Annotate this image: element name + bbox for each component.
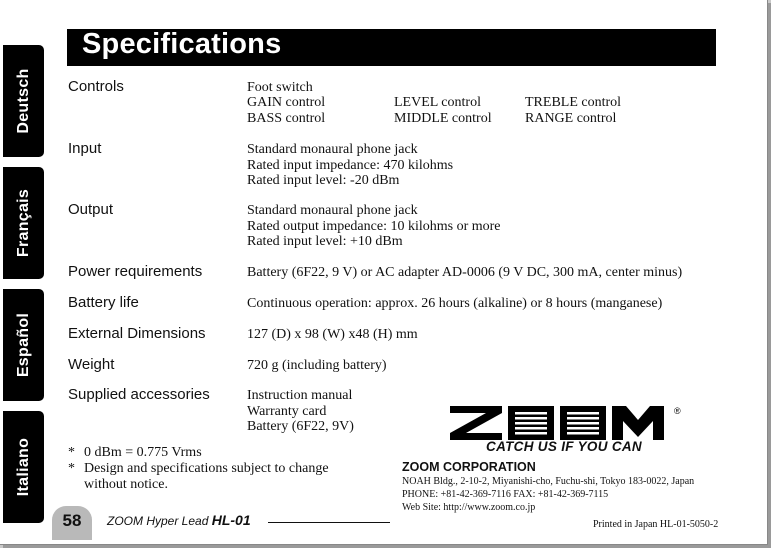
spec-label-weight: Weight <box>68 356 115 373</box>
tab-deutsch[interactable] <box>3 45 44 157</box>
spec-input-line: Rated input level: -20 dBm <box>247 173 400 188</box>
corp-name: ZOOM CORPORATION <box>402 460 536 474</box>
tab-espanol-label: Español <box>14 312 32 378</box>
controls-grid <box>247 95 667 127</box>
tab-francais-label: Français <box>14 188 32 258</box>
registered-mark: ® <box>674 406 681 416</box>
page-title: Specifications <box>82 28 282 60</box>
control-gain: GAIN control <box>247 95 326 110</box>
spec-label-accessories: Supplied accessories <box>68 386 210 403</box>
brand-tagline: CATCH US IF YOU CAN <box>486 439 642 454</box>
spec-input-line: Standard monaural phone jack <box>247 142 418 157</box>
spec-accessory-item: Warranty card <box>247 403 327 419</box>
footnote-mark: * <box>68 461 75 476</box>
spec-output-value <box>247 203 501 250</box>
tab-italiano-label: Italiano <box>14 437 32 497</box>
footnote-2 <box>68 461 329 477</box>
footnote-mark: * <box>68 445 75 460</box>
tab-deutsch-label: Deutsch <box>14 68 32 134</box>
tab-francais[interactable] <box>3 167 44 279</box>
spec-output-line: Rated output impedance: 10 kilohms or more <box>247 218 501 234</box>
spec-battery-life-value: Continuous operation: approx. 26 hours (alkaline) or 8 hours (manganese) <box>247 296 663 311</box>
spec-label-output: Output <box>68 201 114 218</box>
spec-label-battery-life: Battery life <box>68 294 139 311</box>
spec-label-controls: Controls <box>68 78 124 95</box>
product-prefix: ZOOM Hyper Lead <box>107 514 212 528</box>
spec-controls-foot-switch: Foot switch <box>247 80 313 95</box>
spec-output-line: Rated input level: +10 dBm <box>247 234 403 249</box>
title-bar <box>67 29 716 66</box>
footnote-2-text: Design and specifications subject to change <box>84 461 329 476</box>
control-middle: MIDDLE control <box>394 110 492 126</box>
product-name <box>107 512 251 528</box>
spec-label-dimensions: External Dimensions <box>68 325 206 342</box>
corp-website: Web Site: http://www.zoom.co.jp <box>402 502 536 513</box>
spec-accessories-value <box>247 388 354 435</box>
spec-dimensions-value: 127 (D) x 98 (W) x48 (H) mm <box>247 327 418 342</box>
tab-espanol[interactable] <box>3 289 44 401</box>
page-number-tab <box>52 506 92 540</box>
control-treble: TREBLE control <box>525 95 622 110</box>
footnote-1-text: 0 dBm = 0.775 Vrms <box>84 445 202 460</box>
spec-label-input: Input <box>68 140 102 157</box>
spec-input-value <box>247 142 453 189</box>
spec-power-value: Battery (6F22, 9 V) or AC adapter AD-0006 (9 V DC, 300 mA, center minus) <box>247 265 683 280</box>
language-tabs <box>0 0 44 544</box>
footer-rule <box>268 522 390 523</box>
spec-label-power: Power requirements <box>68 263 203 280</box>
page-number: 58 <box>62 511 82 530</box>
printed-in: Printed in Japan HL-01-5050-2 <box>593 519 719 530</box>
footnote-1 <box>68 445 202 461</box>
tab-italiano[interactable] <box>3 411 44 523</box>
control-level: LEVEL control <box>394 95 481 110</box>
spec-input-line: Rated input impedance: 470 kilohms <box>247 157 454 173</box>
spec-accessory-item: Battery (6F22, 9V) <box>247 419 354 434</box>
control-range: RANGE control <box>525 110 617 126</box>
spec-weight-value: 720 g (including battery) <box>247 358 387 373</box>
spec-accessory-item: Instruction manual <box>247 388 353 403</box>
control-bass: BASS control <box>247 110 326 126</box>
corp-address: NOAH Bldg., 2-10-2, Miyanishi-cho, Fuchu-shi, Tokyo 183-0022, Japan <box>402 476 695 487</box>
spec-output-line: Standard monaural phone jack <box>247 203 418 218</box>
corp-phone-fax: PHONE: +81-42-369-7116 FAX: +81-42-369-7115 <box>402 489 609 500</box>
footnote-2-continued: without notice. <box>84 477 168 492</box>
product-model: HL-01 <box>211 512 251 528</box>
